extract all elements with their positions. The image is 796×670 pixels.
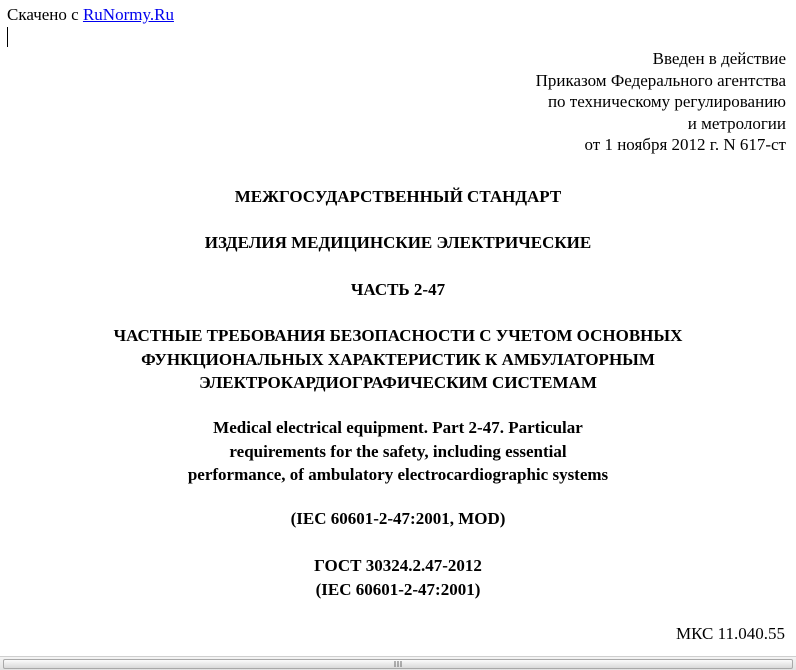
standard-type-heading: МЕЖГОСУДАРСТВЕННЫЙ СТАНДАРТ (234, 187, 562, 206)
subtitle-ru-line: ФУНКЦИОНАЛЬНЫХ ХАРАКТЕРИСТИК К АМБУЛАТОРНЫМ (141, 349, 655, 369)
title-en (0, 416, 796, 487)
part-number: ЧАСТЬ 2-47 (350, 280, 446, 299)
enactment-line: и метрологии (687, 113, 786, 133)
scrollbar-thumb[interactable] (3, 659, 793, 669)
designation-block (0, 554, 796, 601)
subtitle-ru-line: ЭЛЕКТРОКАРДИОГРАФИЧЕСКИМ СИСТЕМАМ (199, 373, 597, 392)
text-cursor (7, 27, 8, 47)
mks-code: МКС 11.040.55 (676, 624, 785, 643)
source-prefix: Скачено с (7, 5, 83, 24)
gost-number: ГОСТ 30324.2.47-2012 (314, 556, 482, 575)
enactment-line: от 1 ноября 2012 г. N 617-ст (584, 135, 786, 154)
iec-mod-reference: (IEC 60601-2-47:2001, MOD) (290, 509, 506, 528)
title-en-line: Medical electrical equipment. Part 2-47. Particular (213, 418, 583, 437)
title-ru: ИЗДЕЛИЯ МЕДИЦИНСКИЕ ЭЛЕКТРИЧЕСКИЕ (204, 233, 592, 252)
horizontal-scrollbar[interactable] (0, 656, 796, 670)
runormy-link[interactable]: RuNormy.Ru (82, 5, 174, 24)
grip-icon (395, 661, 402, 667)
enactment-line: по техническому регулированию (547, 92, 786, 111)
title-en-line: requirements for the safety, including essential (229, 441, 567, 461)
subtitle-ru (0, 324, 796, 395)
enactment-line: Введен в действие (652, 49, 786, 68)
download-source (7, 5, 174, 25)
enactment-block (536, 48, 786, 156)
subtitle-ru-line: ЧАСТНЫЕ ТРЕБОВАНИЯ БЕЗОПАСНОСТИ С УЧЕТОМ ОСНОВНЫХ (113, 326, 683, 345)
title-en-line: performance, of ambulatory electrocardiographic systems (187, 465, 609, 484)
enactment-line: Приказом Федерального агентства (535, 70, 786, 90)
iec-reference: (IEC 60601-2-47:2001) (315, 579, 481, 599)
